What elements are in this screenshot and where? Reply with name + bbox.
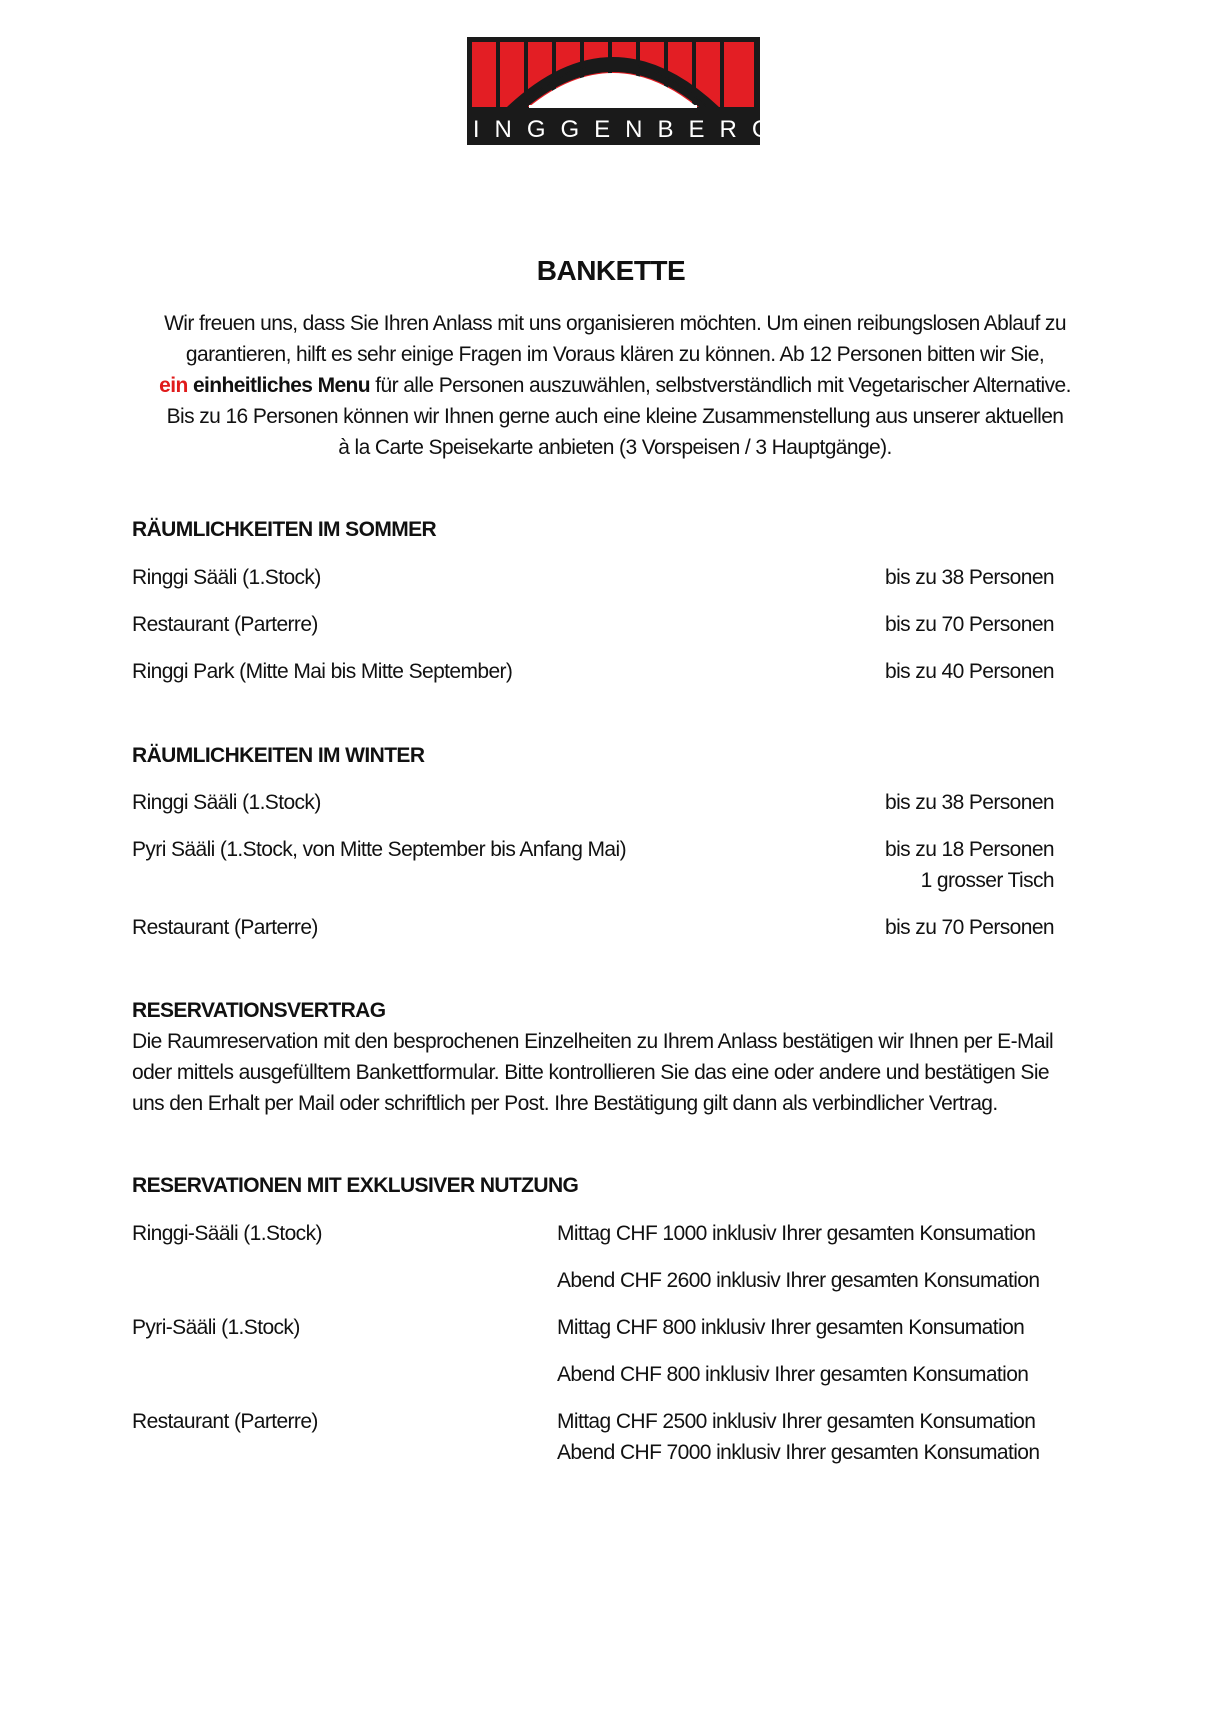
intro-line: Wir freuen uns, dass Sie Ihren Anlass mit uns organisieren möchten. Um einen reibungslosen Ablauf zu [164, 312, 1066, 335]
winter-capacity: bis zu 38 Personen [885, 791, 1054, 814]
contract-paragraph [132, 1026, 1092, 1119]
exclusive-room: Pyri-Sääli (1.Stock) [132, 1316, 300, 1339]
winter-room: Pyri Sääli (1.Stock, von Mitte September bis Anfang Mai) [132, 838, 626, 861]
winter-room: Ringgi Sääli (1.Stock) [132, 791, 321, 814]
summer-capacity: bis zu 38 Personen [885, 566, 1054, 589]
intro-line-rest: für alle Personen auszuwählen, selbstverständlich mit Vegetarischer Alternative. [375, 374, 1071, 397]
exclusive-room: Restaurant (Parterre) [132, 1410, 318, 1433]
winter-heading: RÄUMLICHKEITEN IM WINTER [132, 744, 425, 767]
exclusive-price-lunch: Mittag CHF 1000 inklusiv Ihrer gesamten Konsumation [557, 1222, 1036, 1245]
page-title: BANKETTE [536, 255, 686, 286]
ringgenberg-logo [440, 37, 786, 145]
intro-line: garantieren, hilft es sehr einige Fragen im Voraus klären zu können. Ab 12 Personen bitten wir Sie, [185, 343, 1045, 366]
intro-line: Bis zu 16 Personen können wir Ihnen gerne auch eine kleine Zusammenstellung aus unserer aktuellen [166, 405, 1064, 428]
exclusive-price-dinner: Abend CHF 7000 inklusiv Ihrer gesamten Konsumation [557, 1441, 1040, 1464]
contract-heading: RESERVATIONSVERTRAG [132, 999, 386, 1022]
winter-capacity: bis zu 18 Personen [885, 838, 1054, 861]
intro-paragraph [110, 308, 1120, 463]
winter-room: Restaurant (Parterre) [132, 916, 318, 939]
summer-capacity: bis zu 70 Personen [885, 613, 1054, 636]
exclusive-price-dinner: Abend CHF 800 inklusiv Ihrer gesamten Konsumation [557, 1363, 1029, 1386]
summer-room: Ringgi Park (Mitte Mai bis Mitte September) [132, 660, 513, 683]
intro-highlight-bold: einheitliches Menu [192, 374, 371, 397]
contract-line: Die Raumreservation mit den besprochenen Einzelheiten zu Ihrem Anlass bestätigen wir Ihnen per E-Mail [132, 1030, 1054, 1053]
exclusive-price-lunch: Mittag CHF 800 inklusiv Ihrer gesamten Konsumation [557, 1316, 1025, 1339]
summer-room: Restaurant (Parterre) [132, 613, 318, 636]
exclusive-price-dinner: Abend CHF 2600 inklusiv Ihrer gesamten Konsumation [557, 1269, 1040, 1292]
summer-heading: RÄUMLICHKEITEN IM SOMMER [132, 518, 437, 541]
exclusive-heading: RESERVATIONEN MIT EXKLUSIVER NUTZUNG [132, 1174, 579, 1197]
logo-text: RINGGENBERG [440, 116, 786, 143]
summer-capacity: bis zu 40 Personen [885, 660, 1054, 683]
intro-line [110, 370, 1120, 401]
winter-capacity-note: 1 grosser Tisch [920, 869, 1054, 892]
intro-highlight-red: ein [159, 374, 188, 397]
contract-line: oder mittels ausgefülltem Bankettformular. Bitte kontrollieren Sie das eine oder andere und bestätigen Sie [132, 1061, 1049, 1084]
contract-line: uns den Erhalt per Mail oder schriftlich per Post. Ihre Bestätigung gilt dann als verbindlicher Vertrag. [132, 1092, 998, 1115]
winter-capacity: bis zu 70 Personen [885, 916, 1054, 939]
exclusive-price-lunch: Mittag CHF 2500 inklusiv Ihrer gesamten Konsumation [557, 1410, 1036, 1433]
intro-line: à la Carte Speisekarte anbieten (3 Vorspeisen / 3 Hauptgänge). [338, 436, 892, 459]
exclusive-room: Ringgi-Sääli (1.Stock) [132, 1222, 322, 1245]
summer-room: Ringgi Sääli (1.Stock) [132, 566, 321, 589]
